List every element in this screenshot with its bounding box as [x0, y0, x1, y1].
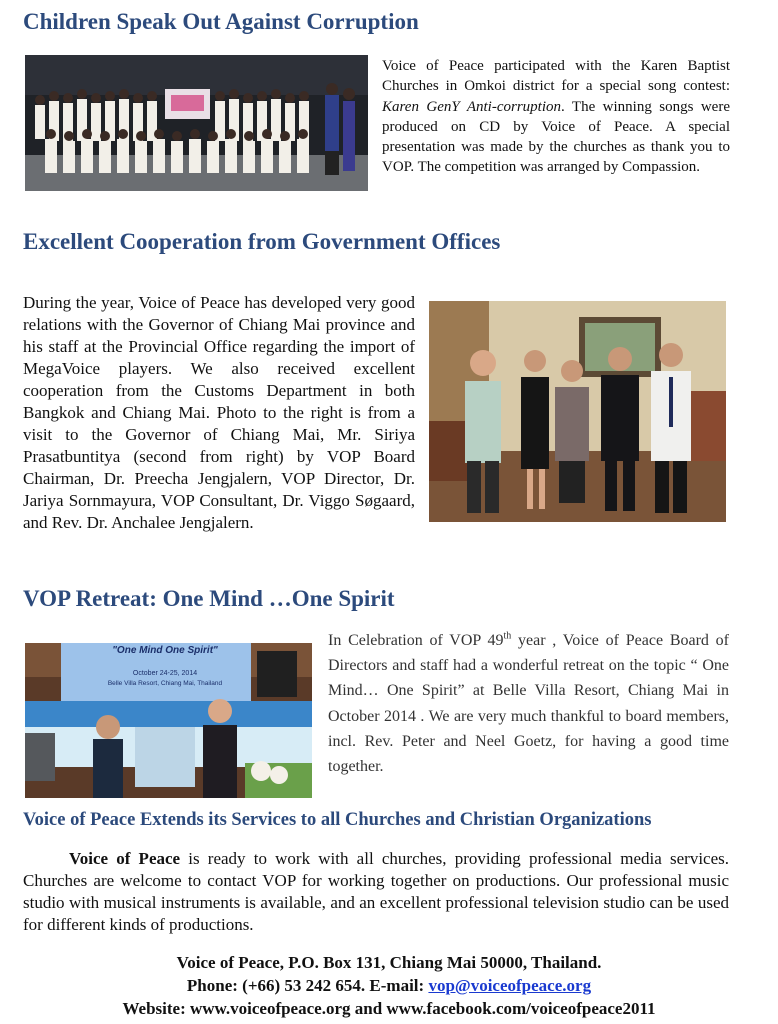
- retreat-banner-text: [95, 645, 235, 688]
- section3-text-sup: th: [503, 630, 512, 642]
- section4-title: Voice of Peace Extends its Services to all Churches and Christian Organizations: [23, 810, 652, 830]
- section3-text: [328, 628, 729, 779]
- footer-phone: Phone: (+66) 53 242 654. E-mail:: [186, 976, 429, 995]
- footer-website: Website: www.voiceofpeace.org and www.facebook.com/voiceofpeace2011: [122, 999, 656, 1018]
- banner-date: October 24-25, 2014: [132, 670, 198, 677]
- footer-contact: [0, 974, 778, 997]
- governor-visit-photo: [429, 301, 726, 522]
- banner-title: "One Mind One Spirit": [112, 645, 218, 656]
- section2-text: During the year, Voice of Peace has developed very good relations with the Governor of Chiang Mai province and his staff at the Provincial Office regarding the import of MegaVoice players. We also received excellent cooperation from the Customs Department in both Bangkok and Chiang Mai. Photo to the right is from a visit to the Governor of Chiang Mai, Mr. Siriya Prasatbuntitya (second from right) by VOP Board Chairman, Dr. Preecha Jengjalern, VOP Director, Dr. Jariya Sornmayura, VOP Consultant, Dr. Viggo Søgaard, and Rev. Dr. Anchalee Jengjalern.: [23, 293, 415, 532]
- banner-venue: Belle Villa Resort, Chiang Mai, Thailand: [107, 680, 223, 687]
- section4-lead: Voice of Peace: [69, 849, 181, 868]
- section1-text-a: Voice of Peace participated with the Karen Baptist Churches in Omkoi district for a special song contest:: [382, 58, 730, 95]
- section3-text-a: In Celebration of VOP 49: [328, 632, 504, 649]
- retreat-photo: [25, 643, 312, 798]
- section3-title: VOP Retreat: One Mind …One Spirit: [23, 586, 395, 611]
- section3-text-b: year , Voice of Peace Board of Directors and staff had a wonderful retreat on the topic “ One Mind… One Spirit” at Belle Villa Resort, Chiang Mai in October 2014 . We are very much thankful to board members, incl. Rev. Peter and Neel Goetz, for having a good time together.: [328, 632, 730, 776]
- section4-body: is ready to work with all churches, providing professional media services. Churches are welcome to contact VOP for working together on productions. Our professional music studio with musical instruments is available, and an excellent professional television studio can be used for different kinds of productions.: [23, 849, 729, 934]
- section2-title: Excellent Cooperation from Government Offices: [23, 229, 501, 254]
- section1-title: Children Speak Out Against Corruption: [23, 9, 419, 34]
- footer-address: Voice of Peace, P.O. Box 131, Chiang Mai 50000, Thailand.: [176, 953, 602, 972]
- section1-text-b: . The winning songs were produced on CD by Voice of Peace. A special presentation was made by the churches as thank you to VOP. The competition was arranged by Compassion.: [382, 98, 730, 176]
- section1-text-em: Karen GenY Anti-corruption: [382, 98, 562, 115]
- choir-group-photo: [25, 55, 368, 191]
- footer-email-link[interactable]: vop@voiceofpeace.org: [428, 976, 592, 995]
- section1-text: [382, 56, 730, 178]
- section4-text: [23, 848, 729, 936]
